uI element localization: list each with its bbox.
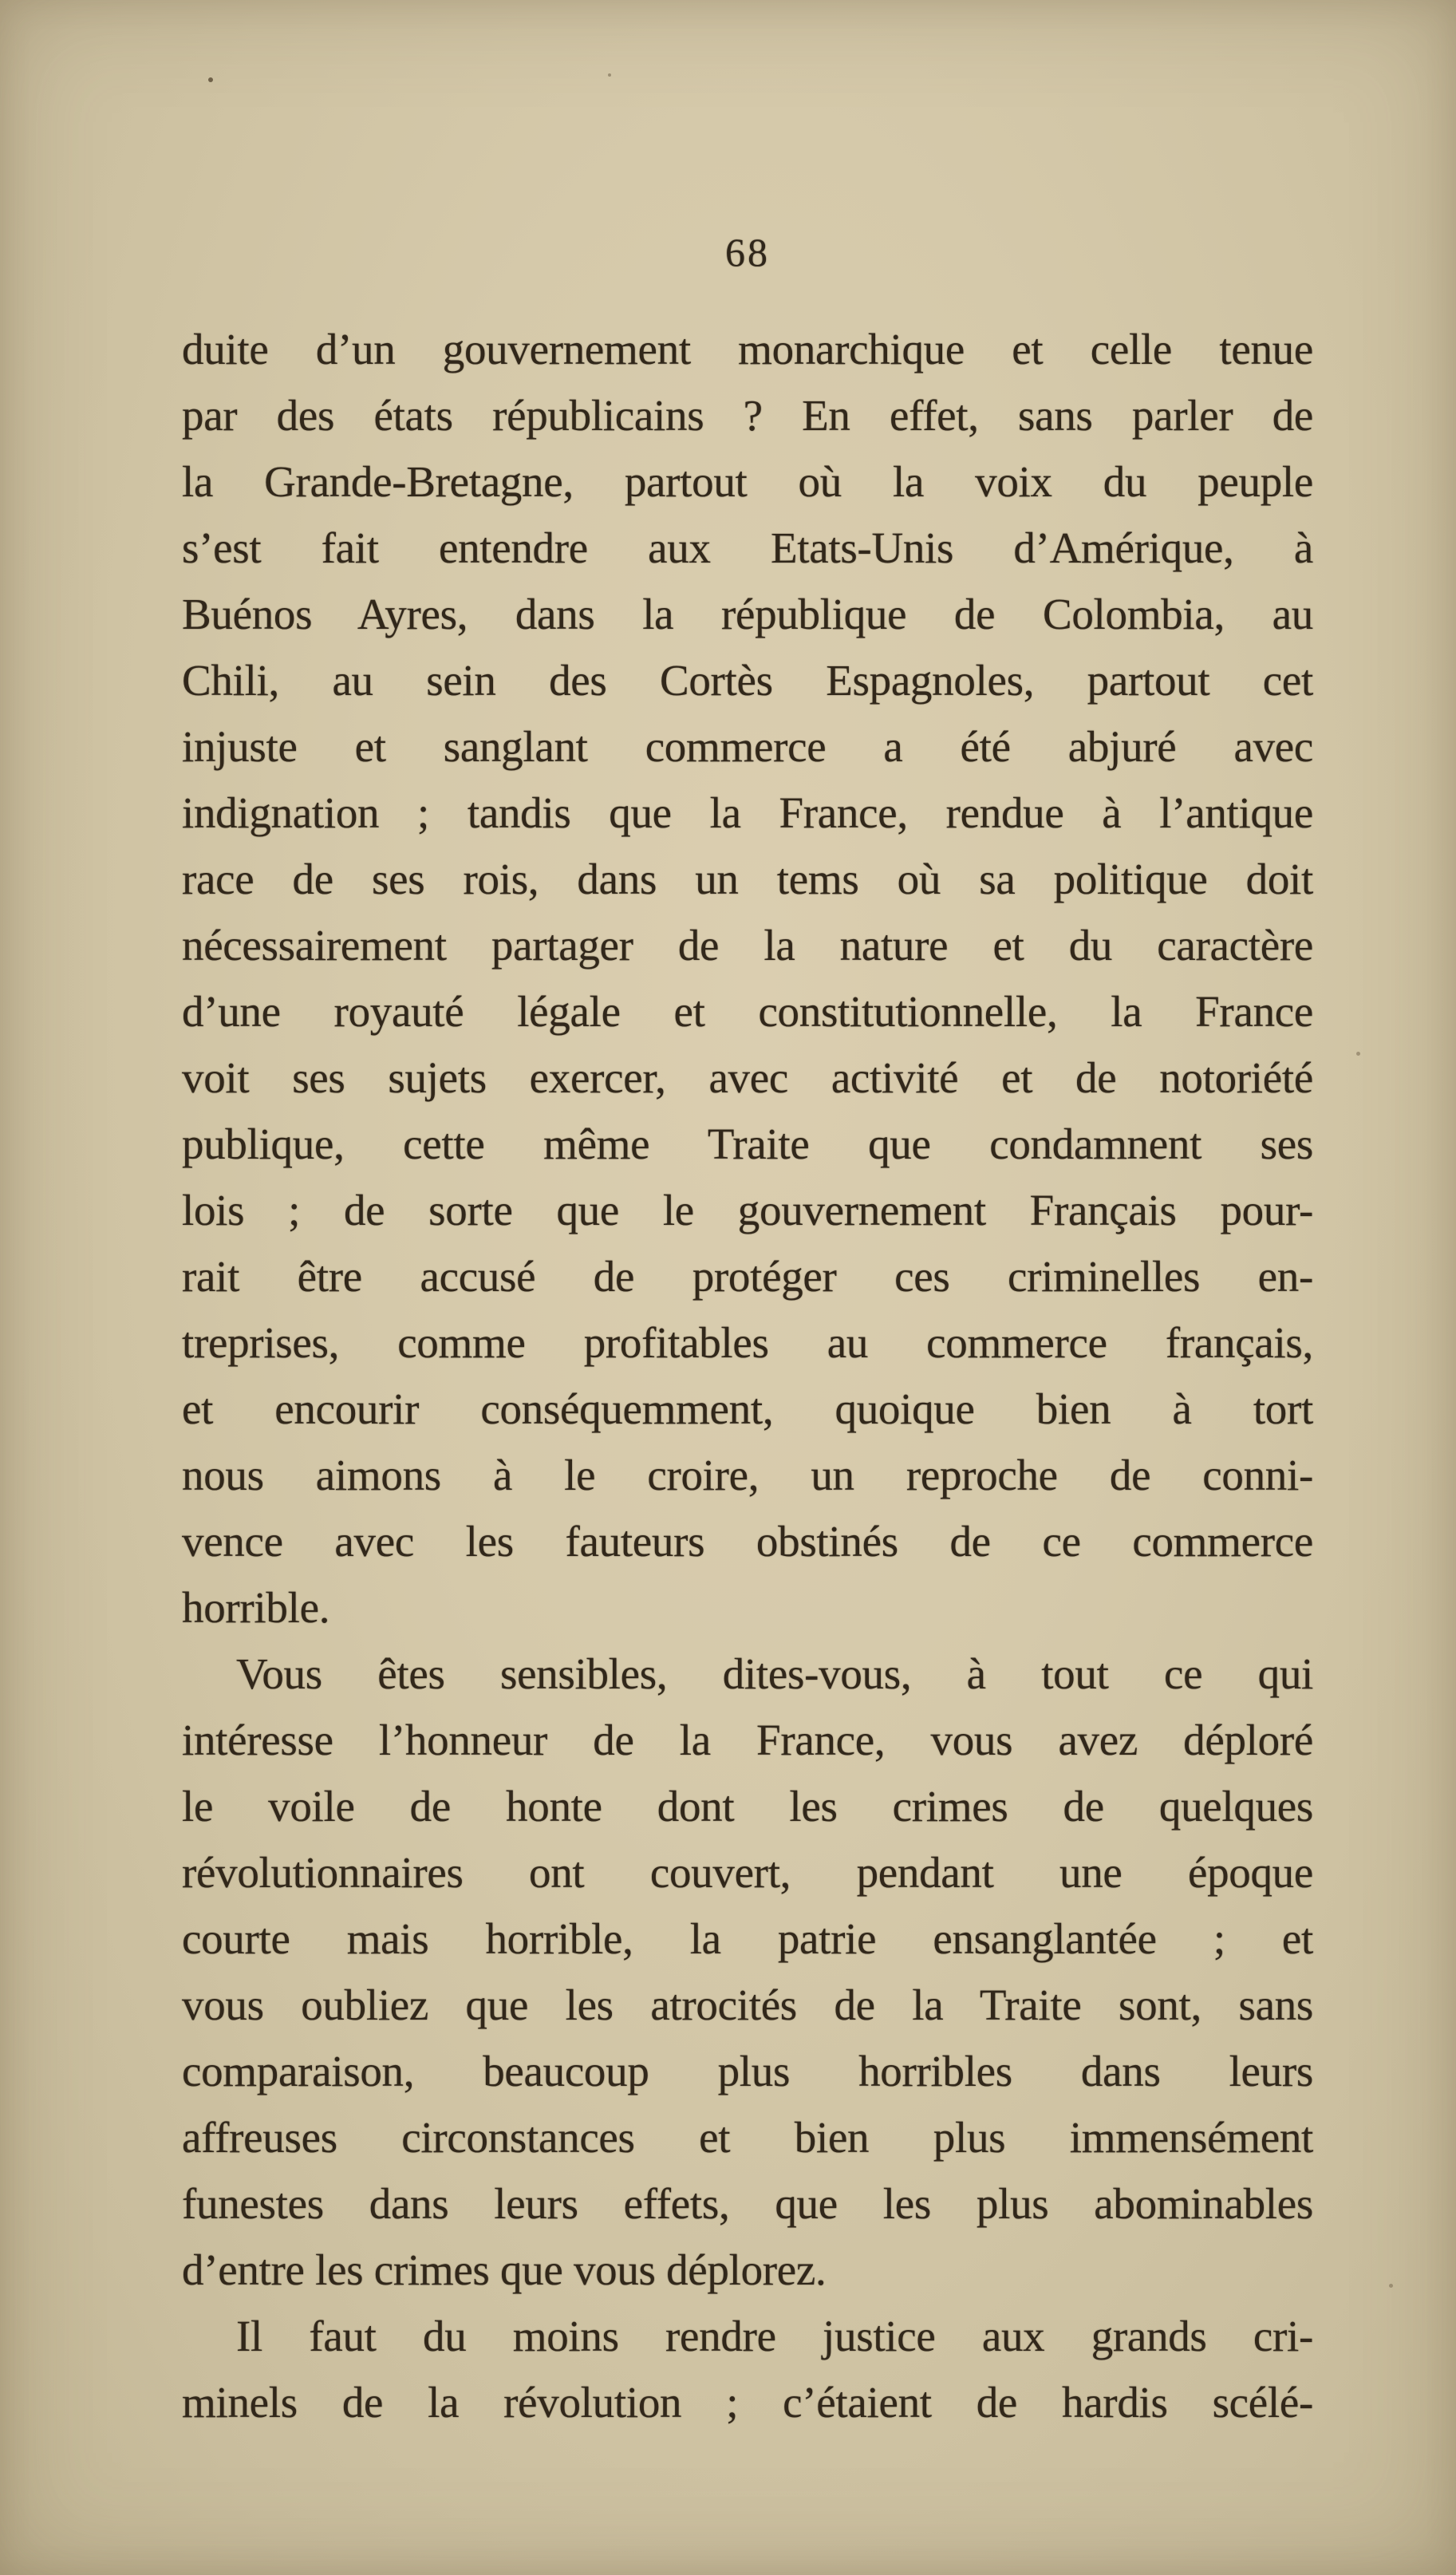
text-line-8: indignation ; tandis que la France, rendue à l’antique [182,788,1313,837]
page-number: 68 [725,230,770,274]
text-line-9: race de ses rois, dans un tems où sa politique doit [182,855,1313,903]
text-line-7: injuste et sanglant commerce a été abjuré avec [182,722,1313,771]
text-line-20: horrible. [182,1583,330,1632]
text-line-23: le voile de honte dont les crimes de quelques [182,1782,1313,1831]
text-line-16: treprises, comme profitables au commerce français, [182,1318,1313,1367]
paper-speck [1389,2284,1393,2288]
text-line-26: vous oubliez que les atrocités de la Traite sont, sans [182,1981,1313,2029]
text-line-22: intéresse l’honneur de la France, vous avez déploré [182,1716,1313,1764]
text-line-17: et encourir conséquemment, quoique bien à tort [182,1384,1313,1433]
text-line-10: nécessairement partager de la nature et du caractère [182,921,1313,970]
paper-speck [608,73,611,77]
text-line-30: d’entre les crimes que vous déplorez. [182,2245,827,2294]
text-line-28: affreuses circonstances et bien plus immensément [182,2113,1313,2162]
text-line-31: Il faut du moins rendre justice aux grands cri- [236,2312,1313,2360]
paper-speck [208,77,213,82]
text-line-13: publique, cette même Traite que condamnent ses [182,1120,1313,1168]
text-line-19: vence avec les fauteurs obstinés de ce commerce [182,1517,1313,1566]
text-block [182,316,1313,2435]
text-line-18: nous aimons à le croire, un reproche de conni- [182,1451,1313,1499]
text-line-29: funestes dans leurs effets, que les plus abominables [182,2179,1313,2228]
text-line-25: courte mais horrible, la patrie ensanglantée ; et [182,1914,1313,1963]
text-line-6: Chili, au sein des Cortès Espagnoles, partout cet [182,656,1313,705]
text-line-2: par des états républicains ? En effet, sans parler de [182,391,1313,440]
text-line-32: minels de la révolution ; c’étaient de hardis scélé- [182,2378,1313,2427]
paper-speck [1356,1052,1360,1056]
text-line-1: duite d’un gouvernement monarchique et celle tenue [182,325,1313,373]
text-line-12: voit ses sujets exercer, avec activité et de notoriété [182,1053,1313,1102]
text-line-14: lois ; de sorte que le gouvernement Français pour- [182,1186,1313,1234]
text-line-24: révolutionnaires ont couvert, pendant une époque [182,1848,1313,1897]
text-line-21: Vous êtes sensibles, dites-vous, à tout ce qui [236,1649,1313,1698]
text-line-4: s’est fait entendre aux Etats-Unis d’Amérique, à [182,523,1313,572]
text-line-27: comparaison, beaucoup plus horribles dans leurs [182,2047,1313,2095]
text-line-11: d’une royauté légale et constitutionnelle, la France [182,987,1313,1036]
text-line-3: la Grande-Bretagne, partout où la voix du peuple [182,457,1313,506]
text-line-5: Buénos Ayres, dans la république de Colombia, au [182,590,1313,638]
text-line-15: rait être accusé de protéger ces criminelles en- [182,1252,1313,1301]
